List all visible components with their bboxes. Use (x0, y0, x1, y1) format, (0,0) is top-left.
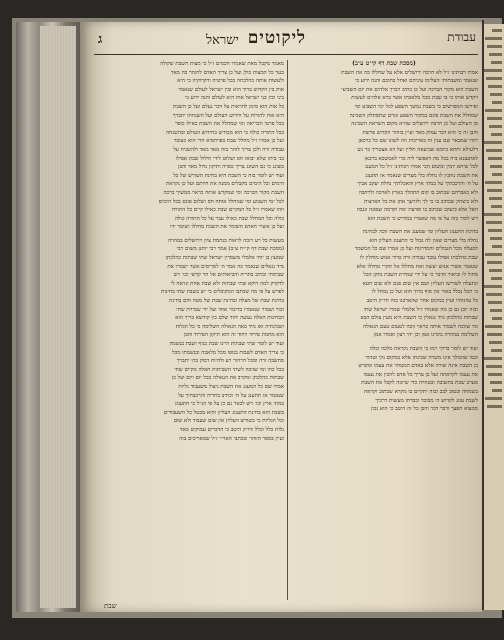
text-line: ביני ובין בני ישראל אות היא לעולם והנה ידוע כי (184, 95, 284, 102)
text-line: שנאמר אז תתענג על ה׳ וכתיב בתריה והרכבתיך על (178, 392, 284, 399)
text-line: ושכינתיה ואז מיד באה הגאולה השלימה כי כל הגלות (175, 323, 284, 330)
text-line: מחול לו וביאור הדבר כי על ידי שמירת השבת נתקן הכל (363, 272, 478, 279)
facing-page-text-line (489, 125, 502, 128)
facing-page-text-line (491, 133, 502, 136)
text-line: ולעשות אותה כהלכתה בכל פרטיה ודקדוקיה כי היא (177, 78, 284, 85)
text-line: שנאמר אשרי אנוש יעשה זאת מחללו אל תקרי מחללו אלא (356, 263, 478, 270)
text-line: מחשבה זרה ומכל הרהור רע ולהיות דבוק בה׳ יתברך (176, 358, 284, 365)
facing-page-text-line (487, 189, 502, 192)
paragraph (290, 69, 478, 224)
facing-page-text-line (487, 45, 502, 48)
text-line: וכמו שהמלך אינו משרה שכינתו אלא במקום נקי וטהור (365, 354, 478, 361)
text-line: כנגד כל המצות כולן ועל כן צריך האדם להזהר בה מאד (170, 69, 284, 76)
facing-page-text-line (488, 373, 502, 376)
facing-page-text-line (485, 325, 502, 328)
facing-page-text-line (492, 173, 502, 176)
text-line: כן השבת אינה שורה אלא באדם המטהר את עצמו ומקדש (358, 363, 478, 370)
text-line: בכל פרטי הבריאה ומי שמחלל את השבת כאילו כופר (175, 121, 284, 128)
facing-page-text-line (489, 269, 502, 272)
text-line: עבודה זרה ולכן צריך לזהר בזה מאד מאד ולהשגיח על (173, 146, 284, 153)
text-line: זכור ושמור שנאמרו בדיבור אחד ועל ידי שמירת שתי (176, 306, 284, 313)
text-line: במתי ארץ וכו׳ ויש לבאר גם כן על פי הנ״ל כי התענוג (174, 401, 284, 408)
left-text-column (96, 60, 284, 600)
facing-page-text-line (491, 277, 502, 280)
text-line: שמעון בן יוחי אלמלי משמרין ישראל שתי שבתות כהלכתן (165, 255, 284, 262)
facing-page-text-line (490, 93, 502, 96)
facing-page-text-line (492, 389, 502, 392)
text-line: למעלה מכל הגבולים והמדרגות ועל כן אמרו שם כל המשמר (354, 246, 478, 253)
facing-page-text-line (489, 197, 502, 200)
text-line: ולא כאברהם שכתוב בו קום התהלך בארץ לארכה ולרחבה (358, 189, 478, 196)
text-line: מערב שבת בתשובה ובטהרה כדי שיזכה לקבל את השבת (361, 380, 478, 387)
facing-page-text-line (489, 53, 502, 56)
text-line: אמרו שם כל המענג את השבת ניצול משעבוד גליות (178, 383, 284, 390)
header-rule (94, 54, 478, 55)
text-line: את עצמו לקראתה ועל כן צריך כל אדם להכין את עצמו (363, 371, 478, 378)
facing-page-text-line (490, 381, 502, 384)
text-line: את השבת נותנין לו נחלה בלי מצרים שנאמר אז תתענג (365, 172, 478, 179)
text-line: לכל ימי השבוע ומי שמחלל אותה חס ושלום פוגם בכל הימים (158, 198, 284, 205)
text-line: יתרו שמבאר שם ענין זה באריכות וזה לשונו שם כל ברכאן (358, 138, 478, 145)
text-line: ממצוא חפצך ודבר דבר והבן כל זה היטב כי הוא נכון (371, 406, 478, 413)
text-line: אות בין הקדוש ברוך הוא ובין ישראל לעולם שנאמר (178, 86, 284, 93)
text-line: ויקדש אותו כי בו שבת מכל מלאכתו אשר ברא אלהים לעשות (351, 95, 478, 102)
text-line: ולא כיצחק שכתוב בו כי לך ולזרעך אתן את כל הארצות (364, 198, 478, 205)
text-line: השלימה במהרה בימינו אמן וכן יהי רצון ואמרו אמן (373, 332, 478, 339)
text-line: ועוד יש לומר שתי שבתות היינו שבת בגוף ושבת בנשמה (169, 341, 284, 347)
text-line: (מסכת שבת דף קי״ח ע״ב) אמר רבי יוחנן משום רבי (176, 246, 284, 253)
page-title: ליקוטים (247, 28, 306, 48)
facing-page-text-line (490, 165, 502, 168)
facing-page-text-line (492, 101, 502, 104)
text-line: גלות כלל וכלל ודו״ק היטב כי הדברים עמוקים מאד (179, 426, 284, 433)
text-line: על ה׳ והרכבתיך על במתי ארץ והאכלתיך נחלת יעקב אביך (357, 181, 478, 188)
page-number: ג (98, 32, 103, 47)
text-line: בשוגג כי גם השוגג צריך כפרה ותיקון גדול מאד והבן (177, 164, 284, 171)
text-line: ונתעלה לשורשו העליון ושם אין שום פגם ולא שום חטא (362, 280, 478, 287)
facing-page-text-line (484, 213, 502, 216)
text-line: שנאמר ומשבתותי העלימו עיניהם ואחל בתוכם והנה ידוע כי (355, 78, 478, 85)
text-line: בחינת שבת של מעלה ובחינת שבת של מטה והם בחינת (169, 298, 284, 305)
text-line: בשמחה ובטוב לבב ובזה יתקיים בו מקרא שכתוב וקראת (364, 388, 478, 395)
paragraph (96, 237, 284, 443)
header-right-word: ישראל (206, 33, 239, 48)
page-edges (40, 26, 76, 608)
facing-page-text-line (484, 357, 502, 360)
text-line: שבת כהלכתו אפילו עובד עבודה זרה כדור אנוש מוחלין לו (359, 255, 478, 262)
text-line: ויש לומר בזה על פי מה שאמרו במדרש כי השבת הוא (367, 215, 478, 222)
facing-page-text-line (491, 205, 502, 208)
facing-page-text-line (492, 245, 502, 248)
text-line: מאמר מקבל מאת שאמרו חכמים ז״ל כי מצות השבת שקולה (160, 61, 284, 67)
facing-page-text-line (486, 365, 502, 368)
text-line: בכל כחו ומי שזוכה לשתי השביתות האלה מקיים שתי (174, 366, 284, 373)
text-line: ועוד יש לומר בדרך רמז כי השבת נקראת מלכה וכלה (369, 346, 478, 352)
text-line: השבת הוא מקור הברכה ועל כן כתיב ויברך אלהים את יום השביעי (341, 86, 478, 93)
text-line: וכל הגליות כי בשורש העליון אין שום שעבוד ולא שום (173, 418, 284, 425)
text-line: לכל שיתא יומין ומשום הכי אמרו רבותינו ז״ל כל המענג (365, 164, 478, 171)
text-line: הימים וכל הימים מקבלים ממנה את חיותם ועל כן נקראת (165, 181, 284, 188)
facing-page-text-line (487, 333, 502, 336)
text-line: בחינת התענוג העליון ומי שמענג את השבת זוכה לבחינת (362, 229, 478, 236)
facing-page-text-line (486, 77, 502, 80)
text-line: השבת מקור הברכה ומי שמקדש אותה כראוי ממשיך ברכה (163, 189, 284, 196)
paragraph (96, 60, 284, 232)
facing-page-text-line (490, 309, 502, 312)
text-line: כי הכל נכלל באור אין סוף ברוך הוא ועל כן נמחל לו (371, 289, 478, 296)
text-line: ופירשו המפרשים כי בשבת נמשך השפע לכל ימי השבוע ומי (354, 103, 478, 110)
text-line: שבתות כהלכתן ומקרב את הגאולה בכל יום ויום ועל כן (171, 375, 284, 382)
text-line: כל עוונותיו ועיין במקום אחר שהארכנו בזה ודו״ק היטב (366, 298, 478, 305)
facing-page-text-line (484, 285, 502, 288)
text-line: לפרש על פי מה שכתבו המקובלים כי יש בשבת שתי בחינות (161, 289, 284, 296)
facing-page-text-line (491, 349, 502, 352)
text-line: לשבת עונג לקדוש ה׳ מכובד וכבדתו מעשות דרכיך (375, 397, 478, 404)
facing-page-text-line (488, 157, 502, 160)
facing-page-text-line (492, 317, 502, 320)
text-line: כולה וכל המחלל שבת כאילו עבר על כל התורה כולה (174, 215, 284, 222)
column-heading: (מסכת שבת דף קי״ט ע״ב) (352, 60, 416, 67)
facing-page-text-line (488, 301, 502, 304)
facing-page-text-line (487, 261, 502, 264)
paragraph (290, 228, 478, 340)
text-line: ועל כן אשרי האדם השומר את השבת מחללו ושומר ידו (170, 224, 284, 231)
facing-page-text-line (485, 253, 502, 256)
text-line: בני ביתו שלא יבואו חס ושלום לידי חילול שבת אפילו (175, 155, 284, 162)
text-line: הוא מחמת פירוד ויחוד זה הוא תיקון הפירוד והבן (183, 332, 284, 339)
text-line: ובזה יובן גם כן מה שאמרו ז״ל אלמלי שמרו ישראל שתי (363, 306, 478, 313)
text-line: בכל התורה כולה כי הוא מכחיש בחידוש העולם ובהשגחה (166, 129, 284, 136)
text-line: היא אות להורות על חידוש העולם ועל השגחתו יתברך (172, 112, 284, 119)
facing-page-text-line (486, 221, 502, 224)
header-left-word: עבודת (447, 30, 476, 44)
text-line: האל אלא כיעקב שכתוב בו ופרצת ימה וקדמה וצפונה ונגבה (356, 207, 478, 214)
text-line: שמחלל את השבת פוגם במקור השפע וגורם שתסתלק השכינה (349, 112, 478, 119)
text-line: ועוד יש לומר בזה כי השבת היא בחינת השורש של כל (173, 172, 284, 179)
facing-page-text-line (485, 181, 502, 184)
text-line: נחלה בלי מצרים שאין לה גבול כי התענוג העליון הוא (369, 237, 478, 244)
text-line: ועל כן אמרו ז״ל מחלל שבת בפרהסיא הרי הוא כעובד (173, 138, 284, 145)
facing-page-text-line (484, 141, 502, 144)
text-line: הבחינות האלה נעשה יחוד שלם בין קודשא בריך הוא (175, 315, 284, 322)
text-line: ועיין בספר הזוהר ובכתבי האר״י ז״ל שמאריכים בזה (179, 435, 284, 442)
column-divider (287, 60, 288, 600)
text-line: שבתות כהלכתן מיד נגאלין כי השבת היא מעין עולם הבא (360, 315, 478, 322)
facing-page-text-line (492, 29, 502, 32)
facing-page-text-line (485, 37, 502, 40)
text-line: בשבת הוא בחינת התענוג העליון והוא מבטל כל השעבודים (163, 409, 284, 416)
text-line: מיד נגאלים שנאמר כה אמר ה׳ לסריסים אשר ישמרו את (167, 263, 284, 270)
text-line: כי צריך האדם לשבות בגופו מכל מלאכה ובנשמתו מכל (172, 349, 284, 356)
facing-page-text-line (490, 237, 502, 240)
facing-page-text-line (488, 229, 502, 232)
facing-page-text-line (486, 149, 502, 152)
facing-page-text-line (487, 117, 502, 120)
text-line: ומי שזוכה לשמור אותה כראוי זוכה לטעום טעם הגאולה (363, 323, 478, 330)
facing-page-text-line (484, 69, 502, 72)
text-line: אמרו רבותינו ז״ל לא חרבה ירושלים אלא על שחללו בה את השבת (341, 69, 478, 76)
text-line: והבן זה כי הוא דבר עמוק מאד ועיין בזוהר הקדוש פרשת (362, 129, 478, 136)
paragraph (290, 345, 478, 414)
catchword: שבת (104, 602, 117, 610)
facing-page-text-line (485, 397, 502, 400)
text-line: לאתענגא ביה בכל מה דאפשר ליה כדי לאמשכא ברכאן (364, 155, 478, 162)
text-line: מעשות כל רע ויזכה לראות בנחמת ציון וירושלים במהרה (168, 237, 284, 244)
page-header (96, 30, 476, 52)
text-line: מן העולם ועל כן חרבה ירושלים שהיא מקום השראת השכינה (351, 121, 478, 128)
facing-page-text-line (491, 61, 502, 64)
text-line: כל אות הוא סימן להראות על דבר נעלם ועל כן השבת (173, 103, 284, 110)
facing-page-edge (484, 24, 504, 610)
text-line: דלעילא ותתא ביומא שביעאה תליין ועל דא אצטריך בר נש (357, 146, 478, 153)
facing-page-text-line (489, 341, 502, 344)
facing-page-text-line (488, 85, 502, 88)
facing-page-text-line (485, 109, 502, 112)
text-line: שבתותי וכתיב בתריה והביאותים אל הר קדשי וכו׳ ויש (173, 272, 284, 279)
right-text-column (290, 60, 478, 600)
text-line: וזהו שאמרו ז״ל כל המקיים שבת כאילו קיים כל התורה (171, 207, 284, 214)
facing-page-text-line (487, 405, 502, 408)
text-line: לדקדק למה דוקא שתי שבתות ולא שבת אחת ונראה לי (170, 280, 284, 287)
facing-page-text-line (486, 293, 502, 296)
